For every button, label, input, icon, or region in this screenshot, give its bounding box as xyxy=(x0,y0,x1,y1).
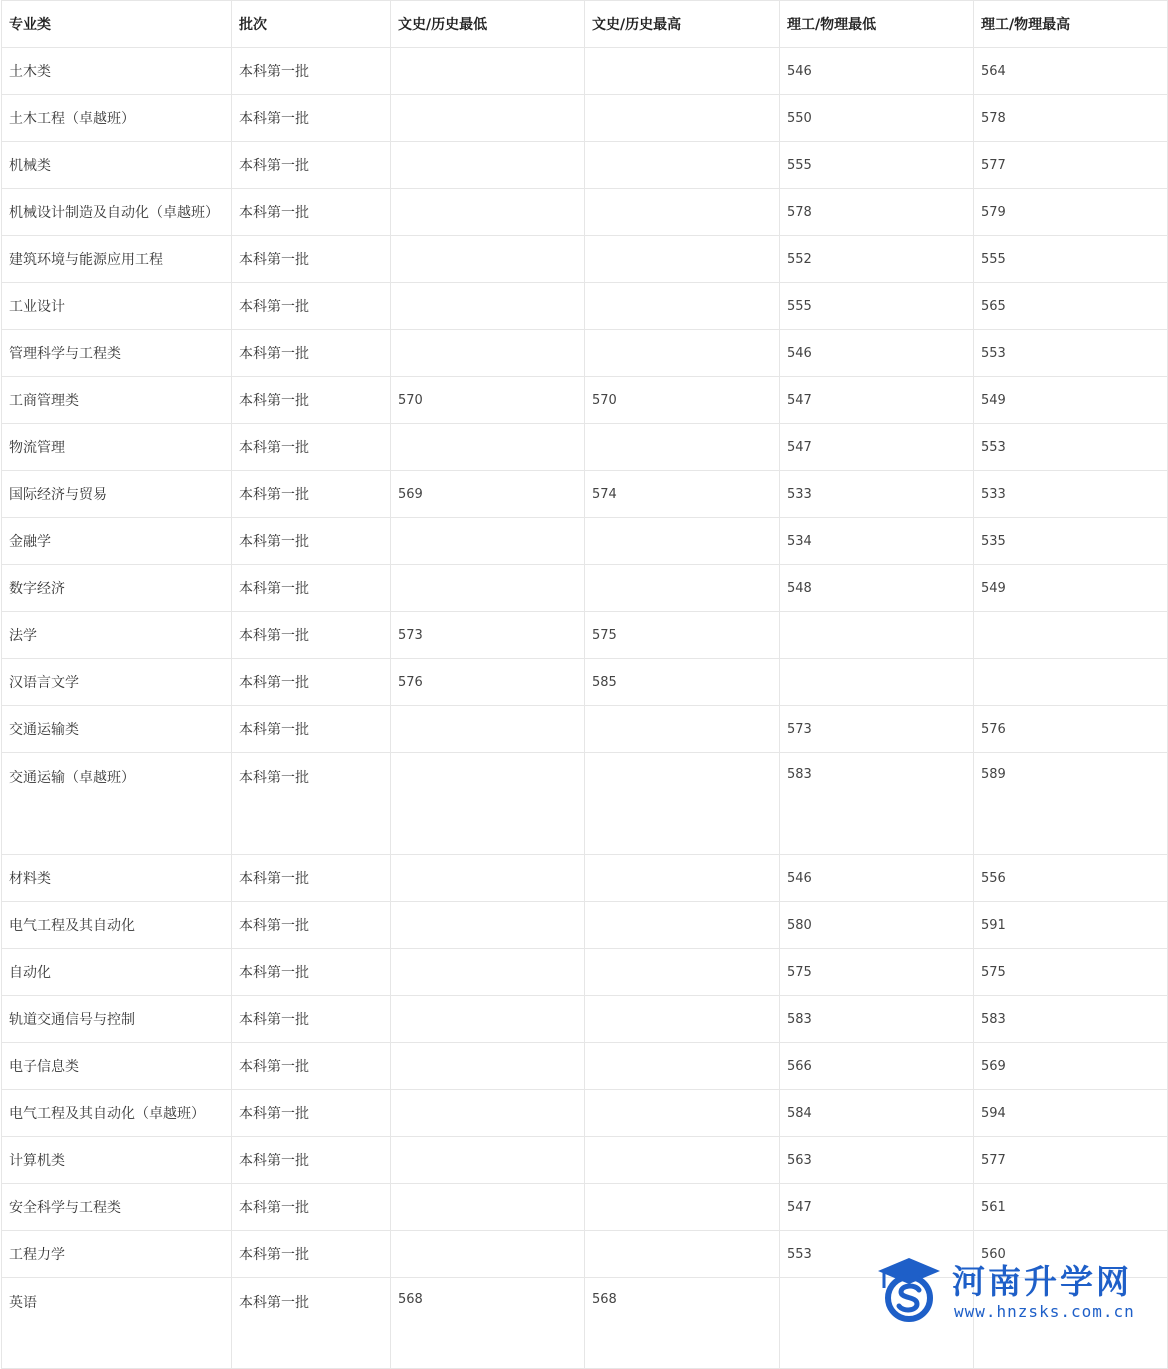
major-cell: 管理科学与工程类 xyxy=(2,330,232,377)
science-max-cell: 553 xyxy=(974,330,1168,377)
batch-cell: 本科第一批 xyxy=(232,377,391,424)
arts-max-cell xyxy=(585,518,780,565)
arts-min-cell xyxy=(391,753,585,855)
header-science-max: 理工/物理最高 xyxy=(974,1,1168,48)
major-cell: 建筑环境与能源应用工程 xyxy=(2,236,232,283)
batch-cell: 本科第一批 xyxy=(232,471,391,518)
arts-min-cell xyxy=(391,48,585,95)
arts-max-cell xyxy=(585,283,780,330)
science-max-cell: 577 xyxy=(974,1137,1168,1184)
major-cell: 数字经济 xyxy=(2,565,232,612)
science-min-cell: 548 xyxy=(780,565,974,612)
table-header-row xyxy=(2,1,1168,48)
major-cell: 土木工程（卓越班） xyxy=(2,95,232,142)
science-min-cell: 583 xyxy=(780,753,974,855)
major-cell: 电气工程及其自动化 xyxy=(2,902,232,949)
batch-cell: 本科第一批 xyxy=(232,902,391,949)
batch-cell: 本科第一批 xyxy=(232,612,391,659)
batch-cell: 本科第一批 xyxy=(232,95,391,142)
science-min-cell: 547 xyxy=(780,1184,974,1231)
arts-min-cell: 569 xyxy=(391,471,585,518)
science-max-cell: 576 xyxy=(974,706,1168,753)
major-cell: 工商管理类 xyxy=(2,377,232,424)
table-row xyxy=(2,330,1168,377)
arts-min-cell xyxy=(391,330,585,377)
arts-min-cell: 568 xyxy=(391,1278,585,1369)
arts-max-cell: 568 xyxy=(585,1278,780,1369)
arts-max-cell: 574 xyxy=(585,471,780,518)
science-max-cell: 533 xyxy=(974,471,1168,518)
science-min-cell: 575 xyxy=(780,949,974,996)
major-cell: 土木类 xyxy=(2,48,232,95)
science-max-cell: 569 xyxy=(974,1043,1168,1090)
science-min-cell: 578 xyxy=(780,189,974,236)
score-table xyxy=(1,0,1168,1369)
major-cell: 物流管理 xyxy=(2,424,232,471)
arts-min-cell xyxy=(391,706,585,753)
arts-min-cell xyxy=(391,1043,585,1090)
science-max-cell: 575 xyxy=(974,949,1168,996)
major-cell: 工程力学 xyxy=(2,1231,232,1278)
table-row xyxy=(2,377,1168,424)
batch-cell: 本科第一批 xyxy=(232,189,391,236)
table-row xyxy=(2,1043,1168,1090)
watermark-url: www.hnzsks.com.cn xyxy=(954,1302,1135,1321)
arts-max-cell xyxy=(585,1231,780,1278)
table-row xyxy=(2,518,1168,565)
major-cell: 工业设计 xyxy=(2,283,232,330)
science-min-cell: 555 xyxy=(780,283,974,330)
arts-min-cell xyxy=(391,949,585,996)
arts-min-cell: 573 xyxy=(391,612,585,659)
arts-max-cell xyxy=(585,236,780,283)
arts-max-cell xyxy=(585,949,780,996)
table-row xyxy=(2,236,1168,283)
batch-cell: 本科第一批 xyxy=(232,236,391,283)
science-min-cell: 533 xyxy=(780,471,974,518)
watermark xyxy=(876,1256,1161,1322)
science-min-cell xyxy=(780,659,974,706)
science-min-cell: 553 xyxy=(780,1231,974,1278)
major-cell: 机械类 xyxy=(2,142,232,189)
table-row xyxy=(2,95,1168,142)
table-row xyxy=(2,283,1168,330)
arts-min-cell: 576 xyxy=(391,659,585,706)
arts-max-cell xyxy=(585,855,780,902)
arts-max-cell xyxy=(585,1137,780,1184)
science-max-cell: 560 xyxy=(974,1231,1168,1278)
science-min-cell: 563 xyxy=(780,1137,974,1184)
batch-cell: 本科第一批 xyxy=(232,949,391,996)
arts-min-cell xyxy=(391,565,585,612)
table-row xyxy=(2,471,1168,518)
table-row xyxy=(2,1184,1168,1231)
arts-max-cell: 570 xyxy=(585,377,780,424)
arts-min-cell xyxy=(391,996,585,1043)
batch-cell: 本科第一批 xyxy=(232,283,391,330)
science-min-cell: 550 xyxy=(780,95,974,142)
arts-max-cell xyxy=(585,1184,780,1231)
major-cell: 汉语言文学 xyxy=(2,659,232,706)
major-cell: 机械设计制造及自动化（卓越班） xyxy=(2,189,232,236)
major-cell: 计算机类 xyxy=(2,1137,232,1184)
science-max-cell: 556 xyxy=(974,855,1168,902)
arts-min-cell xyxy=(391,1090,585,1137)
science-max-cell: 591 xyxy=(974,902,1168,949)
table-row xyxy=(2,612,1168,659)
arts-min-cell xyxy=(391,1231,585,1278)
arts-min-cell xyxy=(391,1184,585,1231)
table-row xyxy=(2,753,1168,855)
arts-max-cell xyxy=(585,330,780,377)
batch-cell: 本科第一批 xyxy=(232,48,391,95)
science-min-cell: 534 xyxy=(780,518,974,565)
table-row xyxy=(2,189,1168,236)
table-row xyxy=(2,996,1168,1043)
major-cell: 自动化 xyxy=(2,949,232,996)
arts-max-cell xyxy=(585,48,780,95)
arts-min-cell xyxy=(391,283,585,330)
science-max-cell xyxy=(974,659,1168,706)
major-cell: 国际经济与贸易 xyxy=(2,471,232,518)
science-min-cell: 546 xyxy=(780,48,974,95)
header-science-min: 理工/物理最低 xyxy=(780,1,974,48)
science-max-cell: 555 xyxy=(974,236,1168,283)
batch-cell: 本科第一批 xyxy=(232,855,391,902)
table-row xyxy=(2,659,1168,706)
batch-cell: 本科第一批 xyxy=(232,142,391,189)
batch-cell: 本科第一批 xyxy=(232,706,391,753)
major-cell: 安全科学与工程类 xyxy=(2,1184,232,1231)
major-cell: 电子信息类 xyxy=(2,1043,232,1090)
table-row xyxy=(2,1137,1168,1184)
arts-min-cell xyxy=(391,518,585,565)
arts-max-cell xyxy=(585,424,780,471)
batch-cell: 本科第一批 xyxy=(232,659,391,706)
table-row xyxy=(2,855,1168,902)
arts-max-cell xyxy=(585,95,780,142)
table-row xyxy=(2,48,1168,95)
arts-max-cell xyxy=(585,706,780,753)
arts-min-cell xyxy=(391,424,585,471)
arts-max-cell xyxy=(585,1090,780,1137)
science-min-cell: 547 xyxy=(780,377,974,424)
batch-cell: 本科第一批 xyxy=(232,518,391,565)
table-row xyxy=(2,1090,1168,1137)
batch-cell: 本科第一批 xyxy=(232,565,391,612)
table-row xyxy=(2,902,1168,949)
arts-min-cell xyxy=(391,189,585,236)
major-cell: 英语 xyxy=(2,1278,232,1369)
arts-max-cell xyxy=(585,996,780,1043)
science-min-cell: 546 xyxy=(780,330,974,377)
science-min-cell: 580 xyxy=(780,902,974,949)
arts-max-cell: 585 xyxy=(585,659,780,706)
mortarboard-s-logo-icon xyxy=(876,1256,942,1322)
arts-max-cell: 575 xyxy=(585,612,780,659)
header-arts-max: 文史/历史最高 xyxy=(585,1,780,48)
batch-cell: 本科第一批 xyxy=(232,330,391,377)
major-cell: 交通运输（卓越班） xyxy=(2,753,232,855)
science-min-cell: 584 xyxy=(780,1090,974,1137)
table-row xyxy=(2,424,1168,471)
science-max-cell: 549 xyxy=(974,377,1168,424)
science-min-cell: 552 xyxy=(780,236,974,283)
science-max-cell: 565 xyxy=(974,283,1168,330)
major-cell: 金融学 xyxy=(2,518,232,565)
arts-max-cell xyxy=(585,1043,780,1090)
header-arts-min: 文史/历史最低 xyxy=(391,1,585,48)
table-row xyxy=(2,706,1168,753)
arts-min-cell xyxy=(391,236,585,283)
major-cell: 材料类 xyxy=(2,855,232,902)
science-max-cell: 561 xyxy=(974,1184,1168,1231)
science-max-cell: 564 xyxy=(974,48,1168,95)
arts-min-cell xyxy=(391,902,585,949)
arts-max-cell xyxy=(585,902,780,949)
arts-min-cell xyxy=(391,855,585,902)
major-cell: 电气工程及其自动化（卓越班） xyxy=(2,1090,232,1137)
science-max-cell: 578 xyxy=(974,95,1168,142)
batch-cell: 本科第一批 xyxy=(232,424,391,471)
science-max-cell: 583 xyxy=(974,996,1168,1043)
science-max-cell: 594 xyxy=(974,1090,1168,1137)
arts-max-cell xyxy=(585,142,780,189)
science-max-cell: 589 xyxy=(974,753,1168,855)
table-body xyxy=(2,48,1168,1369)
header-major: 专业类 xyxy=(2,1,232,48)
batch-cell: 本科第一批 xyxy=(232,1184,391,1231)
arts-min-cell xyxy=(391,1137,585,1184)
science-max-cell: 579 xyxy=(974,189,1168,236)
science-min-cell: 547 xyxy=(780,424,974,471)
arts-max-cell xyxy=(585,565,780,612)
science-max-cell: 553 xyxy=(974,424,1168,471)
batch-cell: 本科第一批 xyxy=(232,1278,391,1369)
batch-cell: 本科第一批 xyxy=(232,1043,391,1090)
science-max-cell xyxy=(974,612,1168,659)
batch-cell: 本科第一批 xyxy=(232,996,391,1043)
header-batch: 批次 xyxy=(232,1,391,48)
science-min-cell: 583 xyxy=(780,996,974,1043)
arts-min-cell xyxy=(391,95,585,142)
batch-cell: 本科第一批 xyxy=(232,1137,391,1184)
batch-cell: 本科第一批 xyxy=(232,1231,391,1278)
table-row xyxy=(2,142,1168,189)
table-row xyxy=(2,949,1168,996)
science-max-cell: 577 xyxy=(974,142,1168,189)
arts-max-cell xyxy=(585,753,780,855)
science-min-cell: 555 xyxy=(780,142,974,189)
science-min-cell: 566 xyxy=(780,1043,974,1090)
arts-min-cell xyxy=(391,142,585,189)
major-cell: 法学 xyxy=(2,612,232,659)
arts-max-cell xyxy=(585,189,780,236)
batch-cell: 本科第一批 xyxy=(232,753,391,855)
major-cell: 轨道交通信号与控制 xyxy=(2,996,232,1043)
watermark-title: 河南升学网 xyxy=(952,1262,1132,1301)
science-min-cell xyxy=(780,612,974,659)
table-row xyxy=(2,565,1168,612)
batch-cell: 本科第一批 xyxy=(232,1090,391,1137)
arts-min-cell: 570 xyxy=(391,377,585,424)
science-min-cell: 573 xyxy=(780,706,974,753)
science-max-cell: 549 xyxy=(974,565,1168,612)
science-min-cell: 546 xyxy=(780,855,974,902)
major-cell: 交通运输类 xyxy=(2,706,232,753)
science-max-cell: 535 xyxy=(974,518,1168,565)
